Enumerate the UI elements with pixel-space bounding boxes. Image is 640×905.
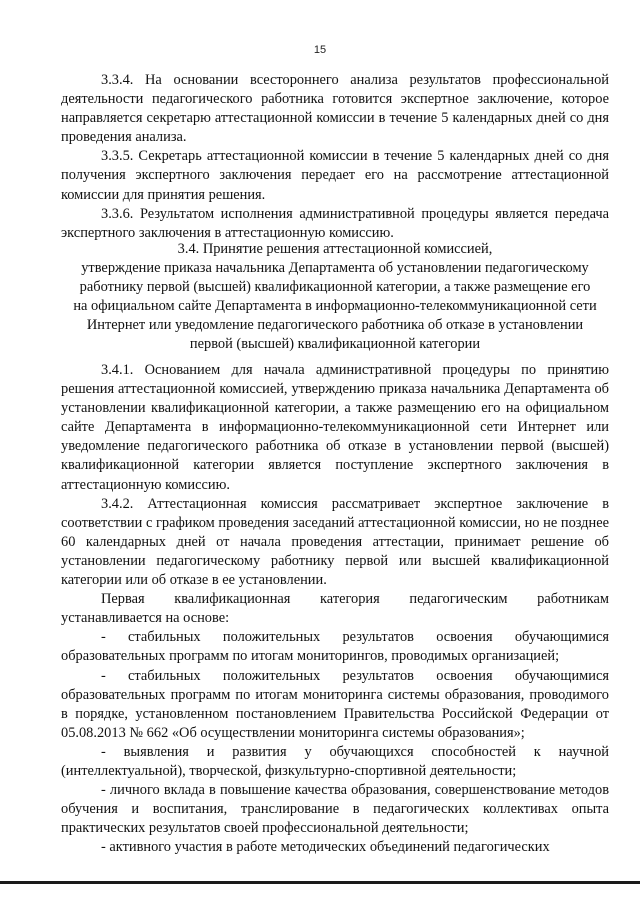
heading-line: Интернет или уведомление педагогического работника об отказе в установлении	[86, 317, 584, 333]
page-number: 15	[313, 44, 327, 56]
list-item: - личного вклада в повышение качества образования, совершенствование методов обучения и воспитания, транслирование в педагогических коллективах опыта практических результатов своей профессиональной деятельности;	[61, 782, 609, 837]
paragraph-3-4-2: 3.4.2. Аттестационная комиссия рассматривает экспертное заключение в соответствии с графиком проведения заседаний аттестационной комиссии, но не позднее 60 календарных дней от начала проведения аттестации, принимает решение об установлении педагогическому работнику первой или высшей квалификационной категории или об отказе в ее установлении.	[61, 495, 609, 589]
paragraph-3-3-5: 3.3.5. Секретарь аттестационной комиссии в течение 5 календарных дней со дня получения экспертного заключения передает его на рассмотрение аттестационной комиссии для принятия решения.	[61, 148, 609, 203]
heading-line: утверждение приказа начальника Департамента об установлении педагогическому	[81, 260, 589, 276]
heading-line: на официальном сайте Департамента в информационно-телекоммуникационной сети	[73, 298, 597, 314]
section-3-3-paragraphs	[61, 71, 609, 243]
heading-line: первой (высшей) квалификационной категории	[189, 336, 481, 352]
heading-line: 3.4. Принятие решения аттестационной комиссией,	[177, 241, 493, 257]
paragraph-3-3-4: 3.3.4. На основании всестороннего анализа результатов профессиональной деятельности педагогического работника готовится экспертное заключение, которое направляется секретарю аттестационной комиссии в течение 5 календарных дней со дня проведения анализа.	[61, 72, 609, 146]
list-item: - стабильных положительных результатов освоения обучающимися образовательных программ по итогам мониторинга системы образования, проводимого в порядке, установленном постановлением Правительства Российской Федерации от 05.08.2013 № 662 «Об осуществлении мониторинга системы образования»;	[61, 667, 609, 741]
paragraph-3-4-1: 3.4.1. Основанием для начала административной процедуры по принятию решения аттестационной комиссией, утверждению приказа начальника Департамента об установлении квалификационной категории, а также размещению его на официальном сайте Департамента в информационно-телекоммуникационной сети Интернет или уведомление педагогического работника об отказе в установлении первой (высшей) квалификационной категории является поступление экспертного заключения в аттестационную комиссию.	[61, 362, 609, 493]
paragraph-3-3-6: 3.3.6. Результатом исполнения административной процедуры является передача экспертного заключения в аттестационную комиссию.	[61, 205, 609, 241]
section-3-4-paragraphs	[61, 361, 609, 857]
section-3-4-heading	[50, 240, 620, 354]
list-item: - выявления и развития у обучающихся способностей к научной (интеллектуальной), творческой, физкультурно-спортивной деятельности;	[61, 743, 609, 779]
list-item: - стабильных положительных результатов освоения обучающимися образовательных программ по итогам мониторингов, проводимых организацией;	[61, 629, 609, 665]
heading-line: работнику первой (высшей) квалификационной категории, а также размещение его	[79, 279, 591, 295]
scan-bottom-border	[0, 881, 640, 884]
list-item: - активного участия в работе методических объединений педагогических	[101, 839, 550, 856]
paragraph-first-category: Первая квалификационная категория педагогическим работникам устанавливается на основе:	[61, 591, 609, 627]
